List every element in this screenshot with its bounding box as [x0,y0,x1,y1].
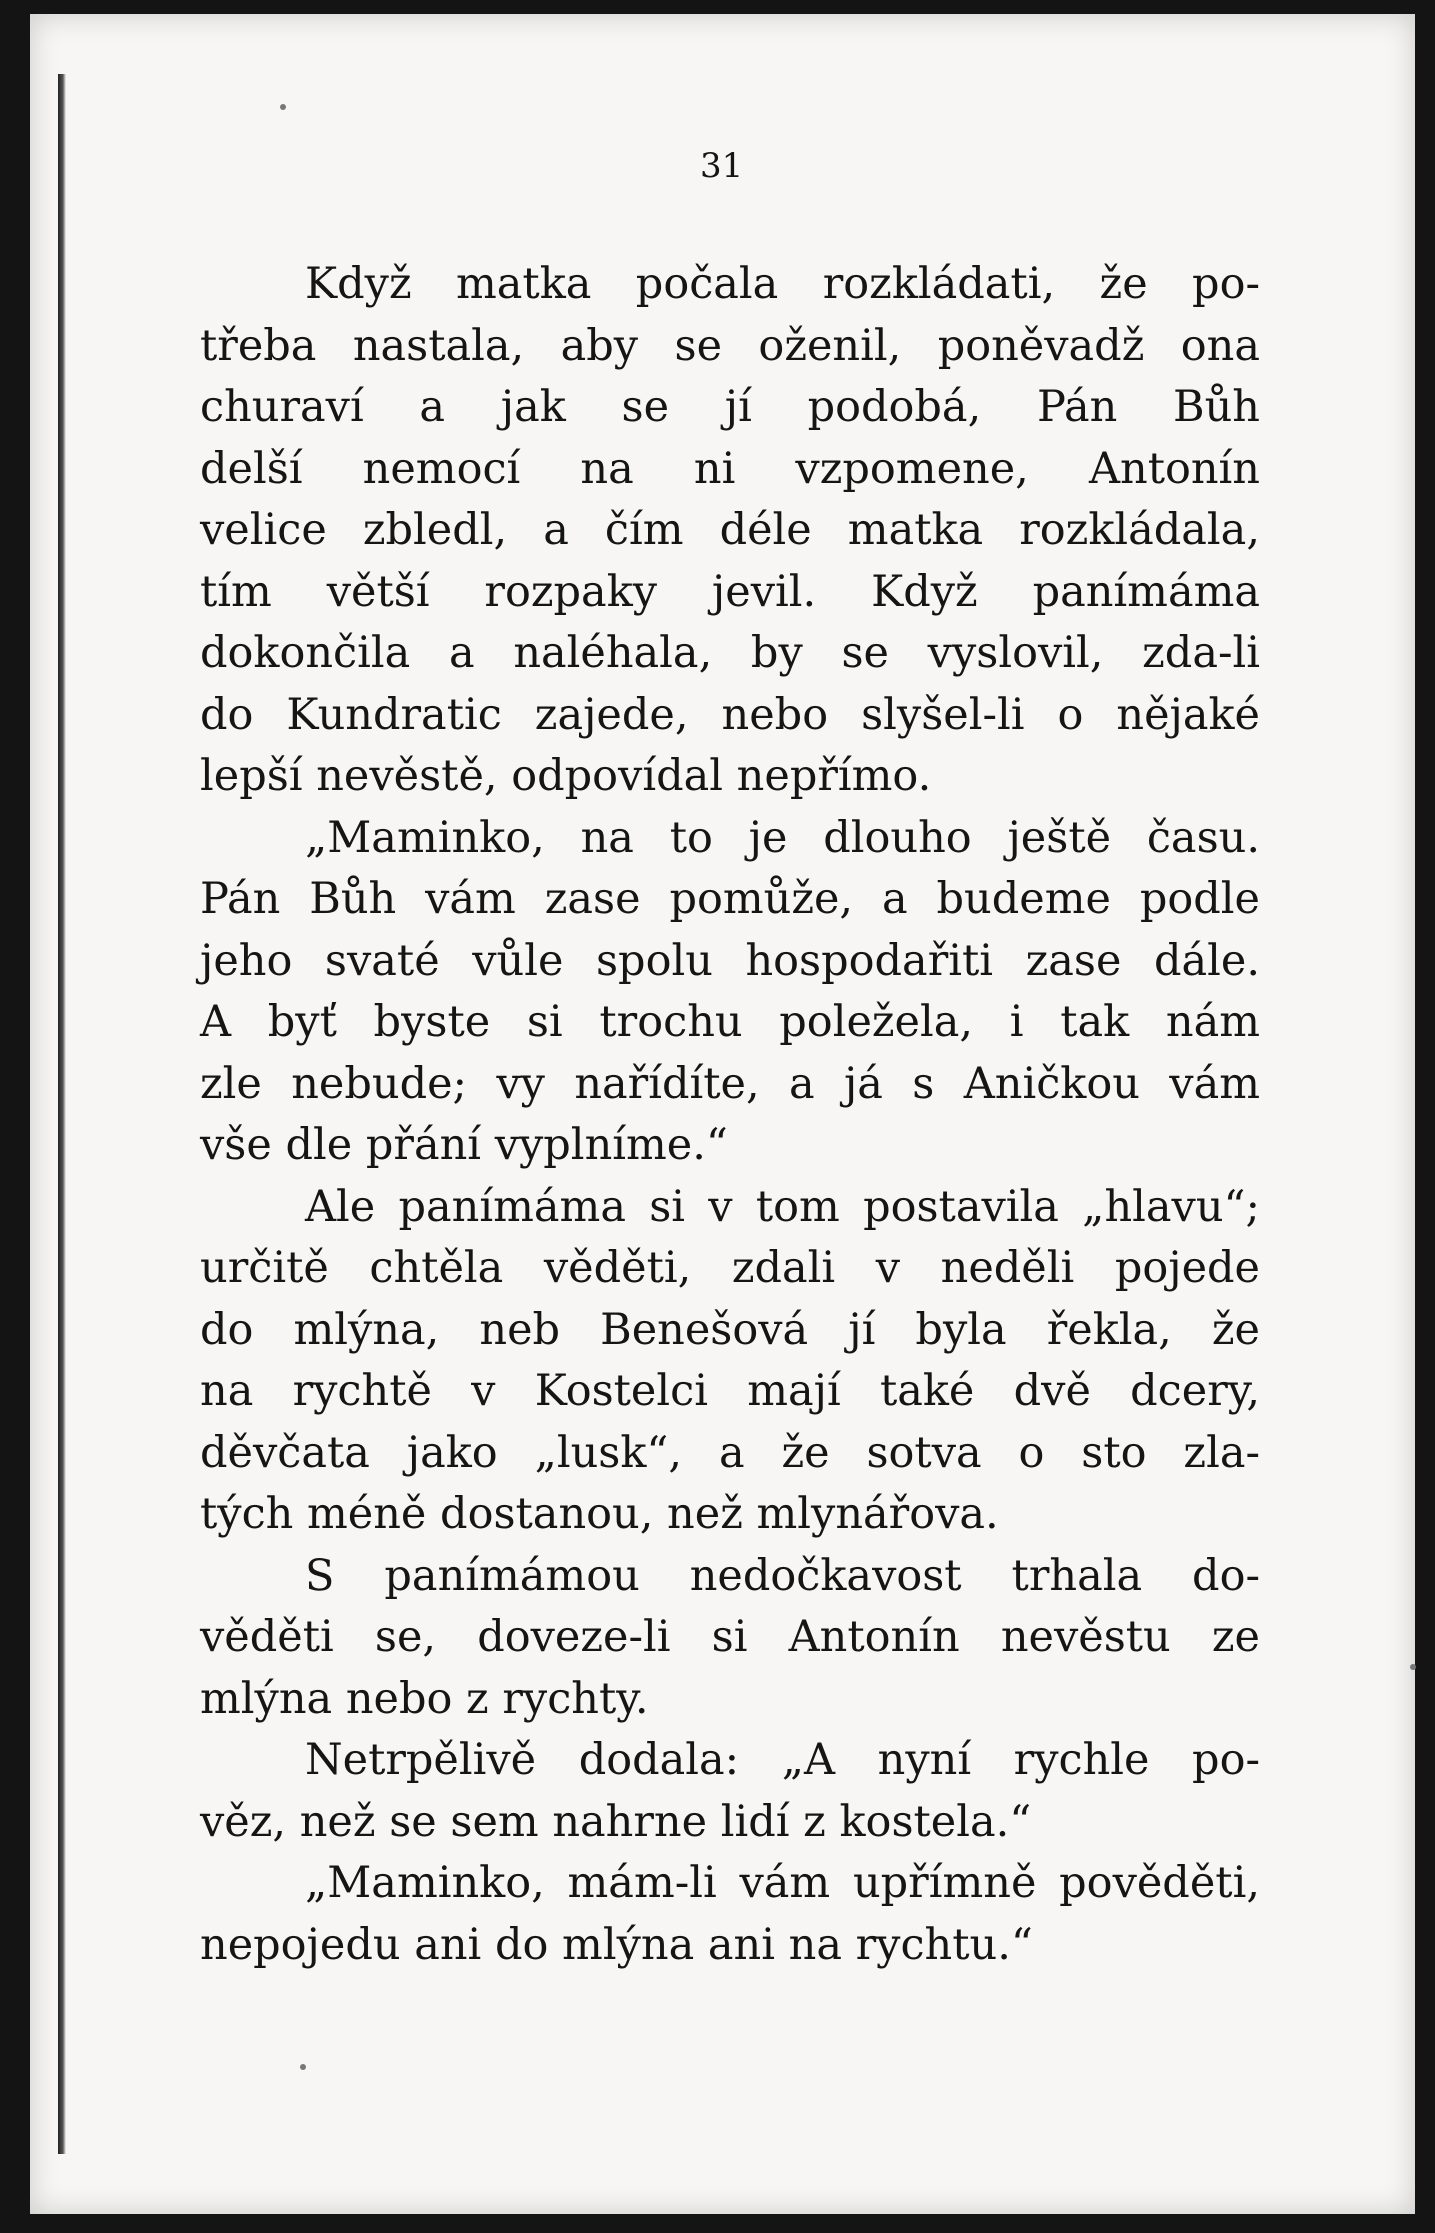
text-line [200,931,1260,993]
line-text: Pán Bůh vám zase pomůže, a budeme podle [200,874,1260,924]
text-line [200,1792,1260,1854]
line-text: třeba nastala, aby se oženil, poněvadž ona [200,320,1260,371]
paper-speck [300,2064,306,2070]
text-line [200,808,1260,870]
text-line [200,1546,1260,1608]
text-line [200,1484,1260,1546]
line-text: určitě chtěla věděti, zdali v neděli pojede [200,1243,1260,1293]
line-text: tých méně dostanou, než mlynářova. [200,1489,999,1539]
line-text: do mlýna, neb Benešová jí byla řekla, že [200,1304,1260,1355]
text-line [200,1115,1260,1177]
line-text: věděti se, doveze-li si Antonín nevěstu ze [200,1612,1260,1662]
text-line [200,562,1260,624]
text-line [200,1300,1260,1362]
line-text: S panímámou nedočkavost trhala do- [305,1550,1260,1601]
line-text: dokončila a naléhala, by se vyslovil, zda-li [200,628,1260,678]
line-text: „Maminko, mám-li vám upřímně pověděti, [305,1858,1260,1908]
line-text: děvčata jako „lusk“, a že sotva o sto zla- [200,1427,1260,1478]
line-text: nepojedu ani do mlýna ani na rychtu.“ [200,1919,1033,1970]
text-line [200,623,1260,685]
line-text: zle nebude; vy nařídíte, a já s Aničkou vám [200,1058,1260,1109]
line-text: tím větší rozpaky jevil. Když panímáma [200,566,1260,617]
line-text: churaví a jak se jí podobá, Pán Bůh [200,382,1260,432]
paper-speck [1410,1664,1416,1670]
text-line [200,1423,1260,1485]
line-text: věz, než se sem nahrne lidí z kostela.“ [200,1796,1032,1847]
book-page [30,14,1415,2214]
line-text: jeho svaté vůle spolu hospodařiti zase dále. [200,935,1260,986]
line-text: Když matka počala rozkládati, že po- [305,259,1260,309]
line-text: na rychtě v Kostelci mají také dvě dcery, [200,1366,1260,1416]
line-text: A byť byste si trochu poleželа, i tak nám [200,997,1260,1047]
line-text: vše dle přání vyplníme.“ [200,1120,728,1170]
text-line [200,439,1260,501]
text-line [200,746,1260,808]
text-line [200,1915,1260,1977]
paper-speck [280,104,286,110]
line-text: velice zbledl, a čím déle matka rozkládala, [200,505,1260,555]
body-text [200,254,1260,1976]
line-text: lepší nevěstě, odpovídal nepřímo. [200,751,932,801]
line-text: Ale panímáma si v tom postavila „hlavu“; [305,1181,1260,1232]
text-line [200,1177,1260,1239]
text-line [200,377,1260,439]
page-spine-edge [58,74,66,2154]
text-line [200,869,1260,931]
text-line [200,1361,1260,1423]
line-text: mlýna nebo z rychty. [200,1673,649,1724]
text-line [200,685,1260,747]
line-text: delší nemocí na ni vzpomene, Antonín [200,443,1260,494]
page-number: 31 [700,146,744,186]
text-line [200,992,1260,1054]
text-line [200,316,1260,378]
text-line [200,1730,1260,1792]
text-line [200,1669,1260,1731]
text-line [200,1607,1260,1669]
text-line [200,1853,1260,1915]
text-line [200,1238,1260,1300]
line-text: Netrpělivě dodala: „A nyní rychle po- [305,1735,1260,1785]
line-text: „Maminko, na to je dlouho ještě času. [305,812,1260,863]
text-line [200,500,1260,562]
text-line [200,254,1260,316]
line-text: do Kundratic zajede, nebo slyšel-li o nějaké [200,689,1260,740]
text-line [200,1054,1260,1116]
